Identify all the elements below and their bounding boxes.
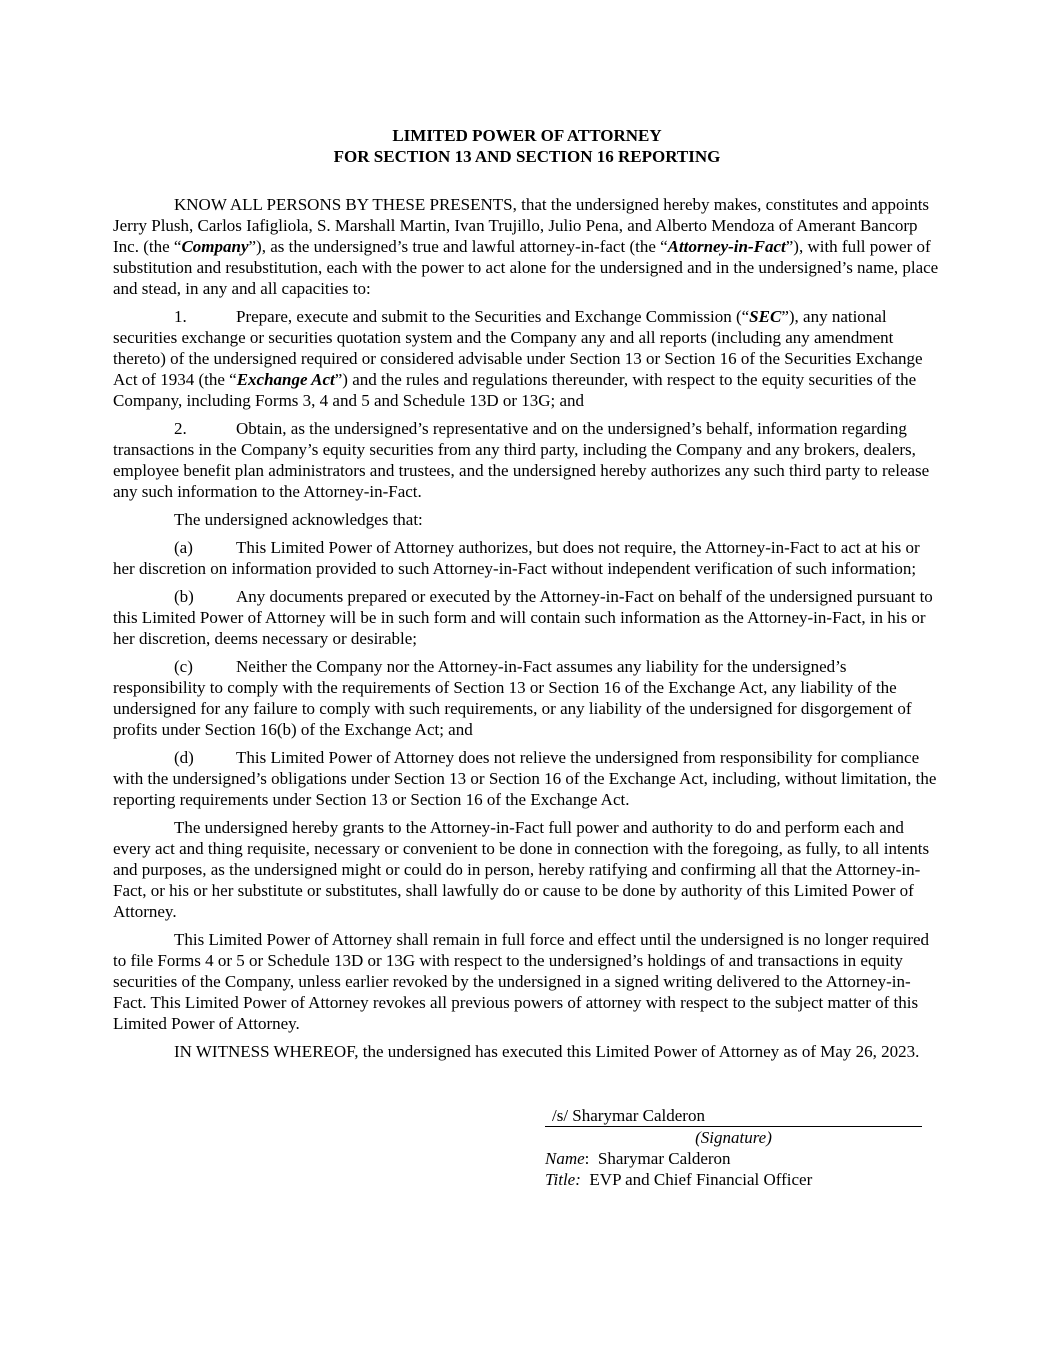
text-segment: IN WITNESS WHEREOF, the undersigned has executed this Limited Power of Attorney as of May 26, 2023.: [174, 1042, 920, 1061]
paragraph: [113, 817, 941, 922]
text-segment: The undersigned acknowledges that:: [174, 510, 423, 529]
signature-title-label: Title:: [545, 1170, 581, 1189]
signature-name-label: Name: [545, 1149, 585, 1168]
text-segment: The undersigned hereby grants to the Attorney-in-Fact full power and authority to do and perform each and every act and thing requisite, necessary or convenient to be done in connection with the foregoing, as fully, to all intents and purposes, as the undersigned might or could do in person, hereby ratifying and confirming all that the Attorney-in-Fact, or his or her substitute or substitutes, shall lawfully do or cause to be done by authority of this Limited Power of Attorney.: [113, 818, 930, 921]
text-segment: This Limited Power of Attorney does not relieve the undersigned from responsibility for compliance with the undersigned’s obligations under Section 13 or Section 16 of the Exchange Act, including, without limitation, the reporting requirements under Section 13 or Section 16 of the Exchange Act.: [113, 748, 937, 809]
document-body: [113, 194, 941, 1062]
paragraph: [113, 656, 941, 740]
signature-line: [545, 1105, 922, 1127]
text-segment: This Limited Power of Attorney authorizes, but does not require, the Attorney-in-Fact to act at his or her discretion on information provided to such Attorney-in-Fact without independent verification of such information;: [113, 538, 920, 578]
paragraph: [113, 747, 941, 810]
document-title: [113, 125, 941, 167]
text-segment: SEC: [749, 307, 782, 326]
paragraph: [113, 1041, 941, 1062]
paragraph-label: (d): [174, 748, 194, 767]
paragraph-label: 1.: [174, 307, 187, 326]
text-segment: Obtain, as the undersigned’s representative and on the undersigned’s behalf, information regarding transactions in the Company’s equity securities from any third party, including the Company and any brokers, dealers, employee benefit plan administrators and trustees, and the undersigned hereby authorizes any such third party to release any such information to the Attorney-in-Fact.: [113, 419, 930, 501]
signature-title-row: [545, 1169, 922, 1190]
paragraph: [113, 194, 941, 299]
paragraph-label: (b): [174, 587, 194, 606]
paragraph: [113, 509, 941, 530]
paragraph-label: (a): [174, 538, 193, 557]
text-segment: Attorney-in-Fact: [667, 237, 786, 256]
signature-name-value: : Sharymar Calderon: [584, 1149, 731, 1168]
signature-title-value: EVP and Chief Financial Officer: [580, 1170, 813, 1189]
text-segment: This Limited Power of Attorney shall remain in full force and effect until the undersigned is no longer required to file Forms 4 or 5 or Schedule 13D or 13G with respect to the undersigned’s holdings of and transactions in equity securities of the Company, unless earlier revoked by the undersigned in a signed writing delivered to the Attorney-in-Fact. This Limited Power of Attorney revokes all previous powers of attorney with respect to the subject matter of this Limited Power of Attorney.: [113, 930, 930, 1033]
text-segment: Neither the Company nor the Attorney-in-Fact assumes any liability for the undersigned’s responsibility to comply with the requirements of Section 13 or Section 16 of the Exchange Act, any liability of the undersigned for any failure to comply with such requirements, or any liability of the undersigned for disgorgement of profits under Section 16(b) of the Exchange Act; and: [113, 657, 912, 739]
title-line-2: FOR SECTION 13 AND SECTION 16 REPORTING: [333, 147, 721, 166]
paragraph-label: 2.: [174, 419, 187, 438]
paragraph: [113, 418, 941, 502]
text-segment: ”), with full power of substitution and resubstitution, each with the power to act alone for the undersigned and in the undersigned’s name, place and stead, in any and all capacities to:: [113, 237, 939, 298]
text-segment: ”), as the undersigned’s true and lawful attorney-in-fact (the “: [248, 237, 668, 256]
paragraph: [113, 537, 941, 579]
paragraph: [113, 586, 941, 649]
paragraph-label: (c): [174, 657, 193, 676]
paragraph: [113, 306, 941, 411]
signature-caption: (Signature): [695, 1128, 772, 1147]
text-segment: Company: [181, 237, 249, 256]
document-content: [113, 125, 941, 1069]
signature-text: /s/ Sharymar Calderon: [552, 1106, 705, 1125]
text-segment: Exchange Act: [236, 370, 335, 389]
text-segment: ”), any national securities exchange or securities quotation system and the Company any and all reports (including any amendment thereto) of the undersigned required or considered advisable under Section 13 or Section 16 of the Securities Exchange Act of 1934 (the “: [113, 307, 923, 389]
text-segment: KNOW ALL PERSONS BY THESE PRESENTS, that the undersigned hereby makes, constitutes and appoints Jerry Plush, Carlos Iafigliola, S. Marshall Martin, Ivan Trujillo, Julio Pena, and Alberto Mendoza of Amerant Bancorp Inc. (the “: [113, 195, 930, 256]
text-segment: Any documents prepared or executed by the Attorney-in-Fact on behalf of the undersigned pursuant to this Limited Power of Attorney will be in such form and will contain such information as the Attorney-in-Fact, in his or her discretion, deems necessary or desirable;: [113, 587, 933, 648]
signature-block: [545, 1105, 922, 1190]
text-segment: Prepare, execute and submit to the Securities and Exchange Commission (“: [236, 307, 750, 326]
text-segment: ”) and the rules and regulations thereunder, with respect to the equity securities of the Company, including Forms 3, 4 and 5 and Schedule 13D or 13G; and: [113, 370, 917, 410]
title-line-1: LIMITED POWER OF ATTORNEY: [392, 126, 662, 145]
paragraph: [113, 929, 941, 1034]
signature-name-row: [545, 1148, 922, 1169]
